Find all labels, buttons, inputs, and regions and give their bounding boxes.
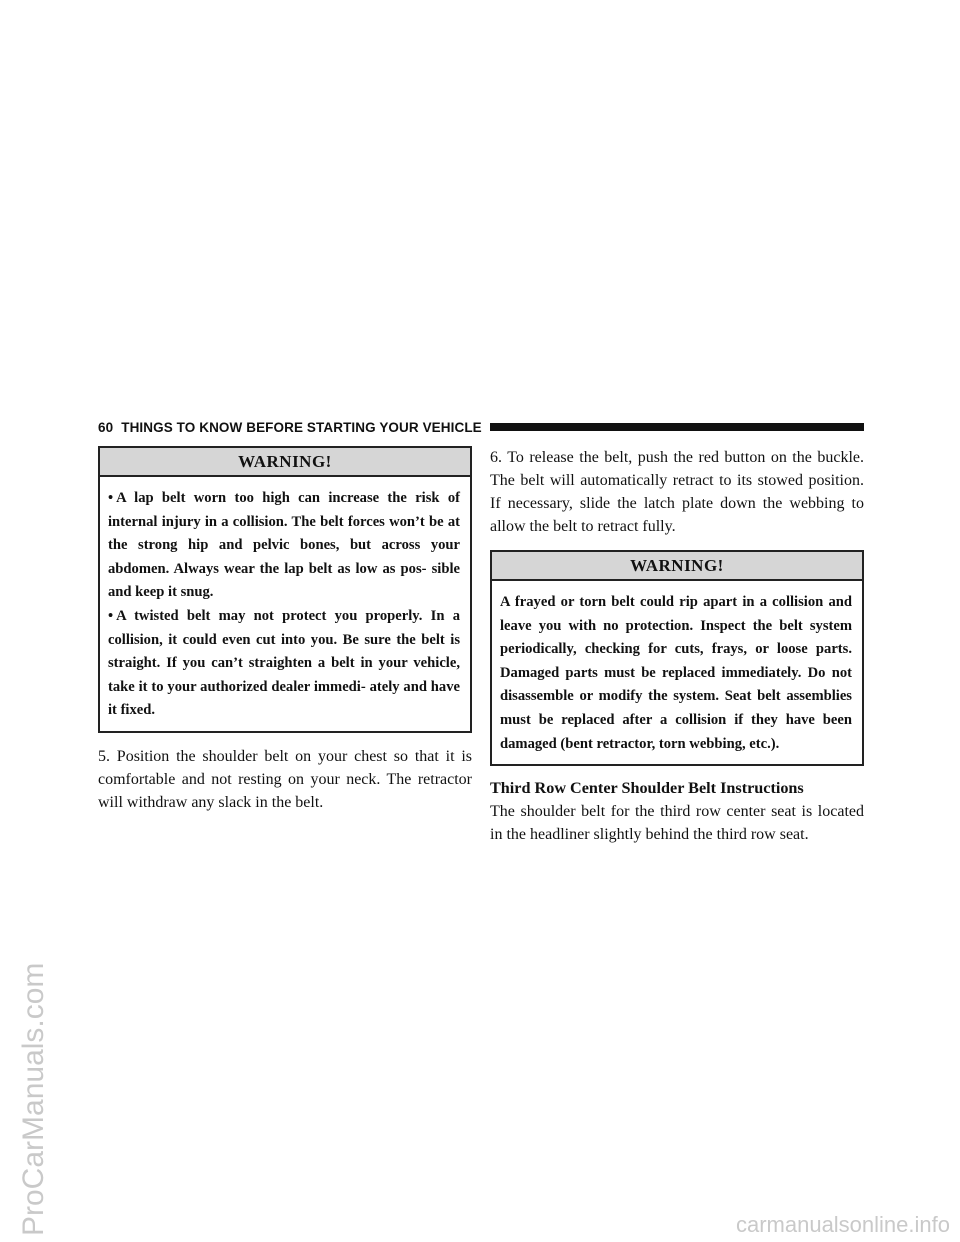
warning-bullet [108, 487, 460, 605]
left-column [98, 446, 472, 814]
step-6-paragraph: 6. To release the belt, push the red button on the buckle. The belt will automatically retract to its stowed position. If necessary, slide the latch plate down the webbing to allow the belt to retract fully. [490, 449, 864, 535]
warning-title: WARNING! [100, 448, 470, 477]
bottom-watermark: carmanualsonline.info [735, 1212, 950, 1237]
right-column [490, 446, 864, 846]
bullet-icon: • [108, 607, 114, 624]
warning-text: A frayed or torn belt could rip apart in a collision and leave you with no protection. Inspect the belt system periodically, checking for cuts, frays, or loose parts. Damaged parts must be replaced immediately. Do not disassemble or modify the system. Seat belt assemblies must be replaced after a collision if they have been damaged (bent retractor, torn webbing, etc.). [500, 594, 852, 752]
section-subheading: Third Row Center Shoulder Belt Instructions [490, 779, 804, 798]
third-row-paragraph: The shoulder belt for the third row center seat is located in the headliner slightly behind the third row seat. [490, 803, 864, 844]
section-title: THINGS TO KNOW BEFORE STARTING YOUR VEHICLE [121, 419, 482, 435]
warning-bullet [108, 605, 460, 723]
side-watermark: ProCarManuals.com [17, 962, 50, 1236]
warning-bullet-text: A lap belt worn too high can increase the risk of internal injury in a collision. The belt forces won’t be at the strong hip and pelvic bones, but across your abdomen. Always wear the lap belt as low as pos- sible and keep it snug. [108, 490, 460, 601]
page-number: 60 [98, 419, 114, 435]
header-rule [490, 423, 864, 431]
bullet-icon: • [108, 490, 114, 506]
warning-bullet-text: A twisted belt may not protect you properly. In a collision, it could even cut into you. Be sure the belt is straight. If you can’t straighten a belt in your vehicle, take it to your authorized dealer immedi- ately and have it fixed. [108, 607, 460, 719]
lap-belt-warning-box [98, 446, 472, 733]
frayed-belt-warning-box [490, 550, 864, 766]
step-5-paragraph: 5. Position the shoulder belt on your chest so that it is comfortable and not resting on your neck. The retractor will withdraw any slack in the belt. [98, 747, 472, 811]
page-header [98, 418, 864, 436]
warning-body [100, 477, 470, 731]
warning-title: WARNING! [492, 552, 862, 581]
warning-body [492, 581, 862, 764]
